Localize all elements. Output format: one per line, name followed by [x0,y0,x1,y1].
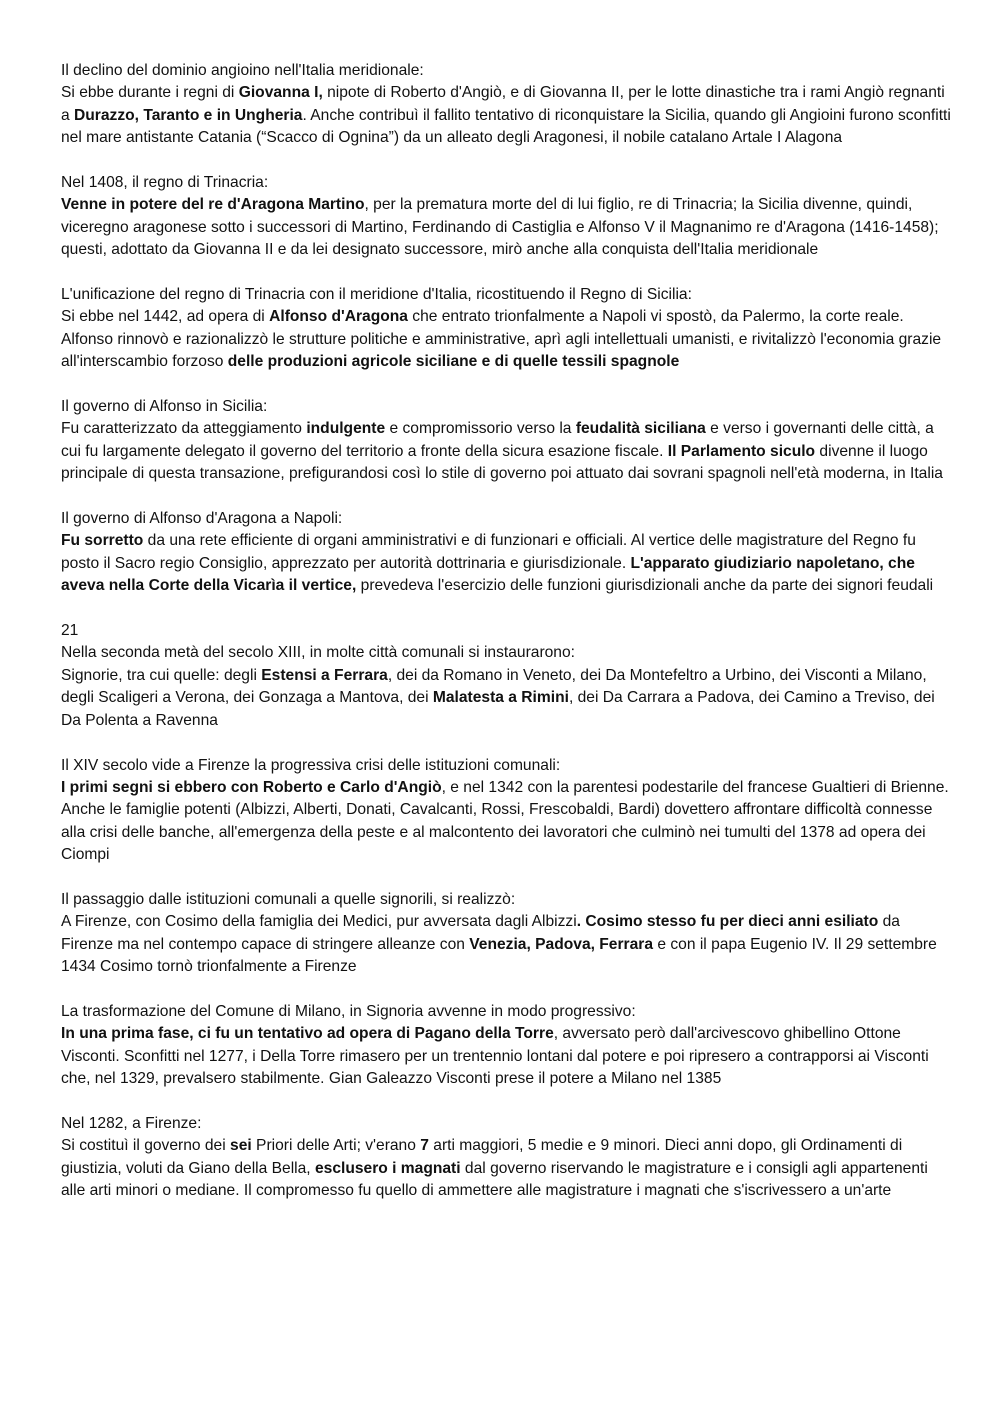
text-run: , dei Da Carrara a Padova, dei Camino a Treviso, dei Da Polenta a Ravenna [61,689,935,729]
text-run: nipote di Roberto d'Angiò, e di Giovanna II, per le lotte dinastiche tra i rami Angiò regnanti a [61,84,945,124]
bold-text: Fu sorretto [61,532,144,550]
section [61,508,951,598]
text-run: che entrato trionfalmente a Napoli vi spostò, da Palermo, la corte reale. Alfonso rinnovò e razionalizzò le strutture politiche e amministrative, aprì agli intellettuali umanisti, e rivitalizzò l'economia grazie all'interscambio forzoso [61,308,942,371]
answer-paragraph [61,530,951,597]
bold-text: 7 [420,1137,429,1155]
text-run: Signorie, tra cui quelle: degli [61,666,262,684]
answer-paragraph [61,82,951,149]
question-heading: Il passaggio dalle istituzioni comunali a quelle signorili, si realizzò: [61,890,516,908]
section [61,284,951,374]
answer-paragraph [61,1023,951,1090]
section [61,755,951,867]
text-run: Si costituì il governo dei [61,1137,231,1155]
text-run: , per la prematura morte del di lui figlio, re di Trinacria; la Sicilia divenne, quindi, viceregno aragonese sotto i successori di Martino, Ferdinando di Castiglia e Alfonso V il Magnanimo re d'Aragona (1416-1458); questi, adottato da Giovanna II e da lei designato successore, mirò anche alla conquista dell'Italia meridionale [61,196,939,259]
text-run: , e nel 1342 con la parentesi podestarile del francese Gualtieri di Brienne. Anche le famiglie potenti (Albizzi, Alberti, Donati, Cavalcanti, Rossi, Frescobaldi, Bardi) dovettero affrontare difficoltà connesse alla crisi delle banche, all'emergenza della peste e al malcontento dei lavoratori che culminò nei tumulti del 1378 ad opera dei Ciompi [61,778,949,864]
bold-text: Venne in potere del re d'Aragona Martino [61,196,365,214]
section [61,1113,951,1203]
text-run: , avversato però dall'arcivescovo ghibellino Ottone Visconti. Sconfitti nel 1277, i Della Torre rimasero per un trentennio lontani dal potere e poi ripresero a contrapporsi ai Visconti che, nel 1329, prevalsero stabilmente. Gian Galeazzo Visconti prese il potere a Milano nel 1385 [61,1025,929,1088]
text-run: divenne il luogo principale di questa transazione, prefigurandosi così lo stile di governo poi attuato dai sovrani spagnoli nell'età moderna, in Italia [61,442,943,483]
text-run: e compromissorio verso la [385,420,576,438]
question-number: 21 [61,622,79,640]
answer-paragraph [61,777,951,867]
question-heading: La trasformazione del Comune di Milano, in Signoria avvenne in modo progressivo: [61,1002,636,1020]
bold-text: Venezia, Padova, Ferrara [469,935,654,953]
document-page [61,60,951,1225]
bold-text: indulgente [306,420,386,438]
bold-text: L'apparato giudiziario napoletano, che aveva nella Corte della Vicarìa il vertice, [61,554,915,595]
text-run: da Firenze ma nel contempo capace di stringere alleanze con [61,913,900,953]
text-run: dal governo riservando le magistrature e i consigli agli appartenenti alle arti minori o mediane. Il compromesso fu quello di ammettere alle magistrature i magnati che s'iscrivessero a un'arte [61,1159,928,1200]
question-heading: Nel 1282, a Firenze: [61,1114,202,1132]
question-heading: Il declino del dominio angioino nell'Italia meridionale: [61,62,424,79]
bold-text: Giovanna I, [238,84,323,102]
text-run: e con il papa Eugenio IV. Il 29 settembre 1434 Cosimo tornò trionfalmente a Firenze [61,935,937,976]
question-heading: Nella seconda metà del secolo XIII, in molte città comunali si instaurarono: [61,644,575,662]
text-run: prevedeva l'esercizio delle funzioni giurisdizionali anche da parte dei signori feudali [356,577,934,595]
bold-text: Il Parlamento siculo [667,442,816,460]
question-heading: Il XIV secolo vide a Firenze la progressiva crisi delle istituzioni comunali: [61,756,561,774]
answer-paragraph [61,194,951,261]
text-run: Si ebbe nel 1442, ad opera di [61,308,270,326]
bold-text: Alfonso d'Aragona [269,308,408,326]
bold-text: In una prima fase, ci fu un tentativo ad opera di Pagano della Torre [61,1025,554,1043]
bold-text: delle produzioni agricole siciliane e di quelle tessili spagnole [227,353,680,371]
text-run: Fu caratterizzato da atteggiamento [61,420,307,438]
text-run: A Firenze, con Cosimo della famiglia dei Medici, pur avversata dagli Albizzi [61,913,577,931]
bold-text: Durazzo, Taranto e in Ungheria [74,106,303,124]
question-heading: Nel 1408, il regno di Trinacria: [61,174,269,192]
section [61,172,951,262]
question-heading: Il governo di Alfonso in Sicilia: [61,398,268,416]
bold-text: feudalità siciliana [575,420,706,438]
section [61,889,951,979]
answer-paragraph [61,1135,951,1202]
section [61,1001,951,1091]
text-run: Priori delle Arti; v'erano [251,1137,421,1155]
bold-text: . Cosimo stesso fu per dieci anni esiliato [576,913,879,931]
text-run: e verso i governanti delle città, a cui fu largamente delegato il governo del territorio a fronte della sicura esazione fiscale. [61,420,934,460]
section [61,620,951,732]
text-run: arti maggiori, 5 medie e 9 minori. Dieci anni dopo, gli Ordinamenti di giustizia, voluti da Giano della Bella, [61,1137,903,1177]
bold-text: sei [230,1137,252,1155]
question-heading: L'unificazione del regno di Trinacria con il meridione d'Italia, ricostituendo il Regno di Sicilia: [61,286,692,304]
text-run: Si ebbe durante i regni di [61,84,239,102]
answer-paragraph [61,306,951,373]
answer-paragraph [61,418,951,485]
bold-text: Estensi a Ferrara [261,666,388,684]
section [61,60,951,150]
bold-text: I primi segni si ebbero con Roberto e Carlo d'Angiò [61,778,442,796]
question-heading: Il governo di Alfonso d'Aragona a Napoli: [61,510,343,528]
answer-paragraph [61,665,951,732]
bold-text: Malatesta a Rimini [432,689,569,707]
section [61,396,951,486]
answer-paragraph [61,911,951,978]
text-run: . Anche contribuì il fallito tentativo di riconquistare la Sicilia, quando gli Angioini furono sconfitti nel mare antistante Catania (“Scacco di Ognina”) da un alleato degli Aragonesi, il nobile catalano Artale I Alagona [61,106,951,147]
bold-text: esclusero i magnati [314,1159,461,1177]
text-run: , dei da Romano in Veneto, dei Da Montefeltro a Urbino, dei Visconti a Milano, degli Scaligeri a Verona, dei Gonzaga a Mantova, dei [61,666,927,707]
text-run: da una rete efficiente di organi amministrativi e di funzionari e officiali. Al vertice delle magistrature del Regno fu posto il Sacro regio Consiglio, apprezzato per autorità dottrinaria e giurisdizionale. [61,532,916,572]
